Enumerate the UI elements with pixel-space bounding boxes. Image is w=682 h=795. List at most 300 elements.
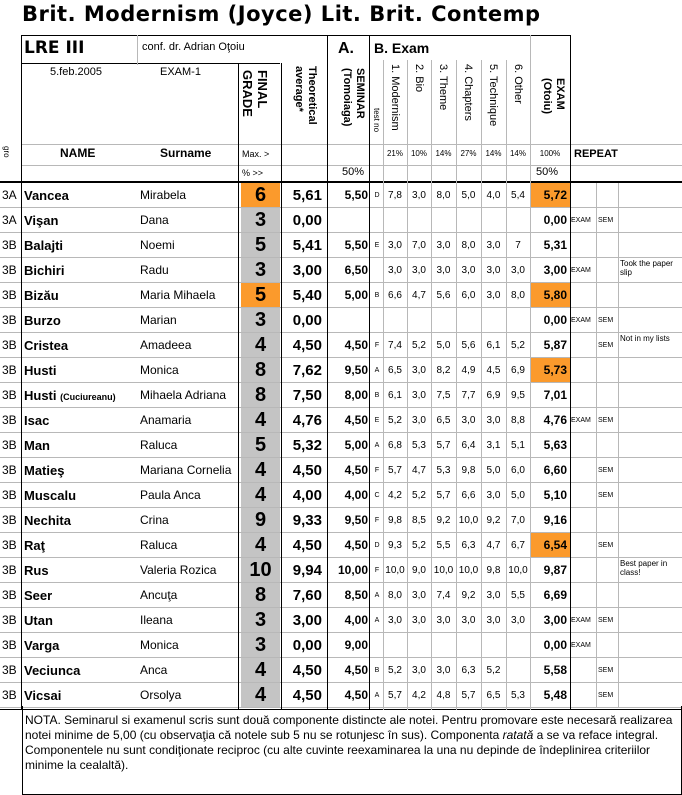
- topic-score-cell: 9,8: [388, 515, 402, 526]
- test-no-cell: A: [374, 367, 380, 374]
- topic-score-cell: 10,0: [508, 565, 528, 576]
- final-grade-cell: 6: [241, 183, 280, 207]
- name-text: Cristea: [24, 338, 69, 353]
- topic-score-cell: 3,0: [486, 290, 501, 301]
- exam-cell: 5,72: [531, 183, 570, 207]
- name-cell: [24, 633, 136, 657]
- group-cell: 3B: [2, 288, 17, 302]
- group-cell: 3B: [2, 488, 17, 502]
- header-mid-line: [22, 144, 682, 145]
- name-cell: [24, 383, 136, 407]
- final-grade-header-line2: GRADE: [240, 70, 255, 117]
- topic-score-cell: 8,0: [388, 590, 402, 601]
- repeat-exam-cell: [571, 583, 596, 607]
- topic-score-cell: 3,0: [412, 590, 426, 601]
- topic-score-cell: 10,0: [385, 565, 405, 576]
- topic-header-5: 5. Technique: [487, 64, 499, 127]
- seminar-cell: 4,50: [344, 338, 368, 352]
- test-no-cell: F: [374, 567, 380, 574]
- topic-score-cell: 5,2: [412, 490, 426, 501]
- name-text: Varga: [24, 638, 60, 653]
- topic-score-cell: 5,2: [388, 665, 402, 676]
- theoretical-average-cell: 9,33: [292, 512, 322, 529]
- topic-score-cell: 5,5: [511, 590, 525, 601]
- exam-cell: 6,69: [543, 588, 567, 602]
- name-cell: [24, 333, 136, 357]
- group-cell: 3B: [2, 238, 17, 252]
- comment-cell: [620, 508, 682, 532]
- topic-score-cell: 6,7: [511, 540, 525, 551]
- name-cell: [24, 508, 136, 532]
- name-cell: [24, 208, 136, 232]
- final-grade-cell: 4: [241, 333, 280, 357]
- topic-score-cell: 3,0: [461, 415, 476, 426]
- seminar-cell: 4,00: [344, 613, 368, 627]
- topic-score-cell: 3,0: [511, 615, 525, 626]
- group-cell: 3B: [2, 338, 17, 352]
- name-text: Utan: [24, 613, 53, 628]
- test-no-cell: F: [374, 517, 380, 524]
- repeat-seminar-cell: SEM: [598, 342, 614, 349]
- header-low-line: [22, 165, 682, 166]
- comment-cell: [620, 208, 682, 232]
- final-grade-cell: 8: [241, 383, 280, 407]
- surname-cell: Maria Mihaela: [140, 288, 216, 302]
- section-a-label: A.: [338, 40, 354, 57]
- seminar-cell: 9,00: [344, 638, 368, 652]
- topic-score-cell: 6,0: [461, 290, 476, 301]
- topic-score-cell: [506, 308, 530, 332]
- exam-header-line1: EXAM: [554, 78, 566, 110]
- table-row: [0, 183, 682, 208]
- exam-cell: 7,01: [543, 388, 567, 402]
- nota-left-border: [22, 706, 23, 795]
- topic-score-cell: 9,3: [388, 540, 402, 551]
- final-grade-cell: 5: [241, 433, 280, 457]
- theoretical-average-cell: 3,00: [292, 262, 322, 279]
- weight-1: 21%: [386, 149, 403, 158]
- comment-cell: [620, 233, 682, 257]
- topic-score-cell: 5,2: [511, 340, 525, 351]
- comment-cell: [620, 358, 682, 382]
- topic-score-cell: 6,1: [486, 340, 501, 351]
- repeat-exam-cell: [571, 533, 596, 557]
- table-row: [0, 283, 682, 308]
- name-text: Muscalu: [24, 488, 77, 503]
- table-row: [0, 508, 682, 533]
- topic-score-cell: [407, 208, 431, 232]
- topic-score-cell: 5,0: [511, 490, 525, 501]
- topic-score-cell: 4,7: [412, 465, 426, 476]
- nota-part-2: a se va reface integral. Componentele nu sunt condiţionate reciproc (cu alte cuvinte reexaminarea la una nu depinde de îndeplinirea criteriilor minime la cealaltă).: [25, 728, 659, 772]
- theoretical-average-cell: 4,00: [292, 487, 322, 504]
- name-cell: [24, 408, 136, 432]
- seminar-cell: 4,00: [344, 488, 368, 502]
- topic-score-cell: 5,5: [436, 540, 451, 551]
- exam-cell: 6,54: [531, 533, 570, 557]
- theoretical-average-cell: 4,50: [292, 662, 322, 679]
- theoretical-header-line1: Theoretical: [306, 66, 318, 125]
- topic-score-cell: 8,0: [511, 290, 525, 301]
- seminar-cell: 9,50: [344, 363, 368, 377]
- topic-score-cell: 5,7: [461, 690, 476, 701]
- name-cell: [24, 533, 136, 557]
- topic-score-cell: 9,5: [511, 390, 525, 401]
- seminar-weight: 50%: [342, 166, 365, 178]
- repeat-seminar-cell: SEM: [598, 667, 614, 674]
- final-grade-header-line1: FINAL: [255, 70, 270, 109]
- max-label: Max. >: [242, 149, 270, 159]
- final-grade-cell: 3: [241, 308, 280, 332]
- name-text: Isac: [24, 413, 50, 428]
- final-grade-cell: 5: [241, 233, 280, 257]
- nota-text: [25, 713, 675, 773]
- topic-score-cell: [481, 308, 506, 332]
- repeat-seminar-cell: SEM: [598, 492, 614, 499]
- exam-date: 5.feb.2005: [50, 66, 102, 78]
- final-grade-cell: 4: [241, 533, 280, 557]
- comment-cell: Not in my lists: [620, 334, 670, 343]
- surname-cell: Raluca: [140, 438, 178, 452]
- group-cell: 3B: [2, 688, 17, 702]
- repeat-exam-cell: EXAM: [571, 617, 591, 624]
- topic-score-cell: 5,1: [511, 440, 525, 451]
- topic-header-1: 1. Modernism: [389, 64, 401, 131]
- topic-score-cell: [407, 308, 431, 332]
- group-cell: 3B: [2, 638, 17, 652]
- final-grade-header: [240, 70, 270, 117]
- name-cell: [24, 183, 136, 207]
- theoretical-average-cell: 4,76: [292, 412, 322, 429]
- name-cell: [24, 583, 136, 607]
- repeat-exam-cell: [571, 183, 596, 207]
- topic-score-cell: 7,4: [436, 590, 451, 601]
- comment-cell: [620, 583, 682, 607]
- name-cell: [24, 308, 136, 332]
- table-row: [0, 358, 682, 383]
- comment-cell: [620, 658, 682, 682]
- comment-cell: [620, 608, 682, 632]
- seminar-cell: 10,00: [337, 563, 368, 577]
- topic-score-cell: 6,3: [461, 540, 476, 551]
- topic-score-cell: 3,1: [486, 440, 501, 451]
- name-cell: [24, 433, 136, 457]
- test-no-cell: [371, 208, 383, 232]
- comment-cell: [620, 383, 682, 407]
- topic-score-cell: 8,2: [436, 365, 451, 376]
- topic-score-cell: 3,0: [486, 490, 501, 501]
- repeat-seminar-cell: SEM: [598, 467, 614, 474]
- exam-cell: 0,00: [543, 638, 567, 652]
- topic-score-cell: 5,2: [412, 540, 426, 551]
- name-header: NAME: [60, 146, 96, 160]
- seminar-cell: 4,50: [344, 688, 368, 702]
- name-text: Bichiri: [24, 263, 65, 278]
- comment-cell: [620, 183, 682, 207]
- topic-score-cell: 7,7: [461, 390, 476, 401]
- exam-cell: 5,63: [543, 438, 567, 452]
- theoretical-average-cell: 0,00: [292, 212, 322, 229]
- final-grade-cell: 8: [241, 358, 280, 382]
- topic-score-cell: 5,3: [511, 690, 525, 701]
- name-cell: [24, 233, 136, 257]
- surname-cell: Valeria Rozica: [140, 563, 217, 577]
- surname-cell: Ancuţa: [140, 588, 178, 602]
- comment-cell: Best paper in class!: [620, 559, 668, 577]
- test-no-cell: A: [374, 692, 380, 699]
- topic-score-cell: 10,0: [433, 565, 454, 576]
- topic-score-cell: 3,0: [486, 615, 501, 626]
- repeat-seminar-cell: [598, 583, 618, 607]
- name-cell: [24, 608, 136, 632]
- seminar-header-line1: SEMINAR: [354, 68, 366, 119]
- final-grade-cell: 3: [241, 608, 280, 632]
- exam-cell: 5,73: [531, 358, 570, 382]
- topic-score-cell: 6,9: [511, 365, 525, 376]
- name-extra: (Cuciureanu): [60, 392, 116, 402]
- topic-score-cell: 3,0: [412, 665, 426, 676]
- final-grade-cell: 3: [241, 633, 280, 657]
- group-cell: 3B: [2, 588, 17, 602]
- table-row: [0, 333, 682, 358]
- theoretical-header: [292, 66, 318, 125]
- topic-score-cell: 6,5: [486, 690, 501, 701]
- topic-score-cell: 3,0: [412, 265, 426, 276]
- topic-score-cell: 4,0: [486, 190, 501, 201]
- topic-score-cell: [456, 633, 481, 657]
- teacher-name: conf. dr. Adrian Oţoiu: [142, 41, 245, 53]
- table-row: [0, 458, 682, 483]
- topic-score-cell: 8,0: [461, 240, 476, 251]
- surname-cell: Raluca: [140, 538, 178, 552]
- percent-label: % >>: [242, 168, 264, 178]
- surname-cell: Radu: [140, 263, 169, 277]
- repeat-exam-cell: EXAM: [571, 317, 591, 324]
- surname-cell: Crina: [140, 513, 169, 527]
- test-no-cell: D: [374, 542, 380, 549]
- name-text: Raţ: [24, 538, 45, 553]
- surname-cell: Dana: [140, 213, 169, 227]
- topic-score-cell: 4,7: [486, 540, 501, 551]
- test-no-cell: E: [374, 242, 380, 249]
- test-no-cell: B: [374, 292, 380, 299]
- topic-score-cell: [431, 308, 456, 332]
- table-row: [0, 683, 682, 708]
- topic-score-cell: [506, 208, 530, 232]
- topic-score-cell: 6,5: [436, 415, 451, 426]
- group-cell: 3B: [2, 563, 17, 577]
- exam-cell: 5,48: [543, 688, 567, 702]
- group-cell: 3B: [2, 613, 17, 627]
- topic-score-cell: 8,8: [511, 415, 525, 426]
- topic-score-cell: 3,0: [511, 265, 525, 276]
- name-cell: [24, 558, 136, 582]
- topic-score-cell: 10,0: [458, 565, 479, 576]
- topic-score-cell: 5,0: [486, 465, 501, 476]
- topic-score-cell: 3,0: [412, 415, 426, 426]
- header-top-border: [22, 35, 570, 36]
- table-row: [0, 483, 682, 508]
- test-no-cell: B: [374, 667, 380, 674]
- surname-cell: Monica: [140, 363, 179, 377]
- topic-score-cell: 5,3: [412, 440, 426, 451]
- topic-score-cell: 5,2: [412, 340, 426, 351]
- topic-score-cell: 6,3: [461, 665, 476, 676]
- name-cell: [24, 283, 136, 307]
- exam-cell: 5,58: [543, 663, 567, 677]
- table-row: [0, 383, 682, 408]
- header-sub-border: [22, 63, 280, 64]
- topic-header-6: 6. Other: [512, 64, 524, 104]
- theoretical-average-cell: 7,50: [292, 387, 322, 404]
- repeat-seminar-cell: SEM: [598, 542, 614, 549]
- theoretical-header-line2: average*: [293, 66, 305, 112]
- topic-score-cell: 4,7: [412, 290, 426, 301]
- group-cell: 3B: [2, 263, 17, 277]
- topic-score-cell: 3,0: [412, 615, 426, 626]
- theoretical-average-cell: 7,62: [292, 362, 322, 379]
- comment-cell: [620, 533, 682, 557]
- surname-cell: Paula Anca: [140, 488, 201, 502]
- topic-score-cell: [407, 633, 431, 657]
- weight-6: 14%: [509, 149, 526, 158]
- repeat-exam-cell: [571, 233, 596, 257]
- repeat-exam-cell: EXAM: [571, 267, 591, 274]
- surname-cell: Noemi: [140, 238, 175, 252]
- comment-cell: [620, 408, 682, 432]
- topic-score-cell: [481, 208, 506, 232]
- group-cell: 3B: [2, 313, 17, 327]
- repeat-seminar-cell: [598, 508, 618, 532]
- topic-score-cell: 3,0: [461, 265, 476, 276]
- final-grade-cell: 4: [241, 458, 280, 482]
- name-cell: [24, 483, 136, 507]
- exam-cell: 0,00: [543, 313, 567, 327]
- topic-score-cell: 9,8: [486, 565, 501, 576]
- surname-cell: Mariana Cornelia: [140, 463, 232, 477]
- surname-cell: Marian: [140, 313, 177, 327]
- topic-score-cell: 10,0: [458, 515, 479, 526]
- topic-score-cell: 4,8: [436, 690, 451, 701]
- seminar-cell: 8,00: [344, 388, 368, 402]
- exam-cell: 9,16: [543, 513, 567, 527]
- comment-cell: [620, 683, 682, 707]
- topic-score-cell: 3,0: [486, 590, 501, 601]
- name-cell: [24, 658, 136, 682]
- topic-score-cell: 3,0: [388, 240, 402, 251]
- repeat-exam-cell: [571, 483, 596, 507]
- exam-cell: 0,00: [543, 213, 567, 227]
- table-bottom-border: [0, 709, 682, 710]
- name-text: Veciunca: [24, 663, 81, 678]
- repeat-exam-cell: EXAM: [571, 642, 591, 649]
- final-grade-cell: 4: [241, 658, 280, 682]
- topic-score-cell: 6,8: [388, 440, 402, 451]
- name-text: Matieş: [24, 463, 65, 478]
- name-text: Burzo: [24, 313, 61, 328]
- final-grade-cell: 8: [241, 583, 280, 607]
- test-no-cell: F: [374, 467, 380, 474]
- name-cell: [24, 458, 136, 482]
- topic-score-cell: 9,2: [436, 515, 451, 526]
- seminar-cell: 6,50: [344, 263, 368, 277]
- name-text: Balajti: [24, 238, 64, 253]
- name-text: Husti: [24, 363, 57, 378]
- topic-score-cell: 9,2: [461, 590, 476, 601]
- topic-score-cell: 3,0: [436, 615, 451, 626]
- topic-score-cell: 7,4: [388, 340, 402, 351]
- final-grade-cell: 5: [241, 283, 280, 307]
- name-cell: [24, 683, 136, 707]
- topic-score-cell: [383, 308, 407, 332]
- repeat-exam-cell: EXAM: [571, 217, 591, 224]
- seminar-cell: 5,00: [344, 438, 368, 452]
- repeat-exam-cell: [571, 383, 596, 407]
- repeat-header: REPEAT: [574, 148, 618, 160]
- topic-score-cell: 3,0: [412, 190, 426, 201]
- table-row: [0, 258, 682, 283]
- theoretical-average-cell: 7,60: [292, 587, 322, 604]
- topic-score-cell: [456, 208, 481, 232]
- table-row: [0, 558, 682, 583]
- topic-score-cell: 5,7: [436, 490, 451, 501]
- seminar-cell: 9,50: [344, 513, 368, 527]
- topic-score-cell: 4,2: [388, 490, 402, 501]
- topic-score-cell: 7,0: [511, 515, 525, 526]
- comment-cell: [620, 483, 682, 507]
- topic-score-cell: 3,0: [486, 240, 501, 251]
- topic-score-cell: [383, 208, 407, 232]
- repeat-seminar-cell: [598, 558, 618, 582]
- theoretical-average-cell: 3,00: [292, 612, 322, 629]
- comment-cell: Took the paper slip: [620, 259, 673, 277]
- topic-score-cell: [481, 633, 506, 657]
- topic-score-cell: 5,2: [486, 665, 501, 676]
- comment-cell: [620, 458, 682, 482]
- repeat-seminar-cell: [598, 233, 618, 257]
- nota-italic: ratată: [502, 728, 534, 742]
- topic-score-cell: 7,5: [436, 390, 451, 401]
- theoretical-average-cell: 0,00: [292, 312, 322, 329]
- table-row: [0, 658, 682, 683]
- section-b-label: B. Exam: [374, 40, 430, 56]
- test-no-header: test no: [372, 108, 381, 133]
- seminar-cell: 4,50: [344, 413, 368, 427]
- topic-score-cell: 5,6: [461, 340, 476, 351]
- table-row: [0, 583, 682, 608]
- topic-header-2: 2. Bio: [413, 64, 425, 93]
- topic-score-cell: 7,0: [412, 240, 426, 251]
- surname-cell: Anca: [140, 663, 168, 677]
- topic-header-3: 3. Theme: [437, 64, 449, 111]
- topic-score-cell: 4,5: [486, 365, 501, 376]
- weight-3: 14%: [435, 149, 452, 158]
- topic-score-cell: 5,6: [436, 290, 451, 301]
- topic-score-cell: 3,0: [388, 265, 402, 276]
- surname-cell: Amadeea: [140, 338, 192, 352]
- weight-7: 100%: [539, 149, 561, 158]
- topic-score-cell: 6,6: [388, 290, 402, 301]
- surname-cell: Mirabela: [140, 188, 187, 202]
- repeat-seminar-cell: SEM: [598, 692, 614, 699]
- sheet-title: Brit. Modernism (Joyce) Lit. Brit. Contemp: [22, 2, 541, 26]
- exam-cell: 3,00: [543, 613, 567, 627]
- repeat-seminar-cell: [598, 633, 618, 657]
- exam-weight: 50%: [536, 166, 559, 178]
- group-cell: 3A: [2, 213, 17, 227]
- topic-score-cell: 3,0: [436, 265, 451, 276]
- weight-2: 10%: [410, 149, 427, 158]
